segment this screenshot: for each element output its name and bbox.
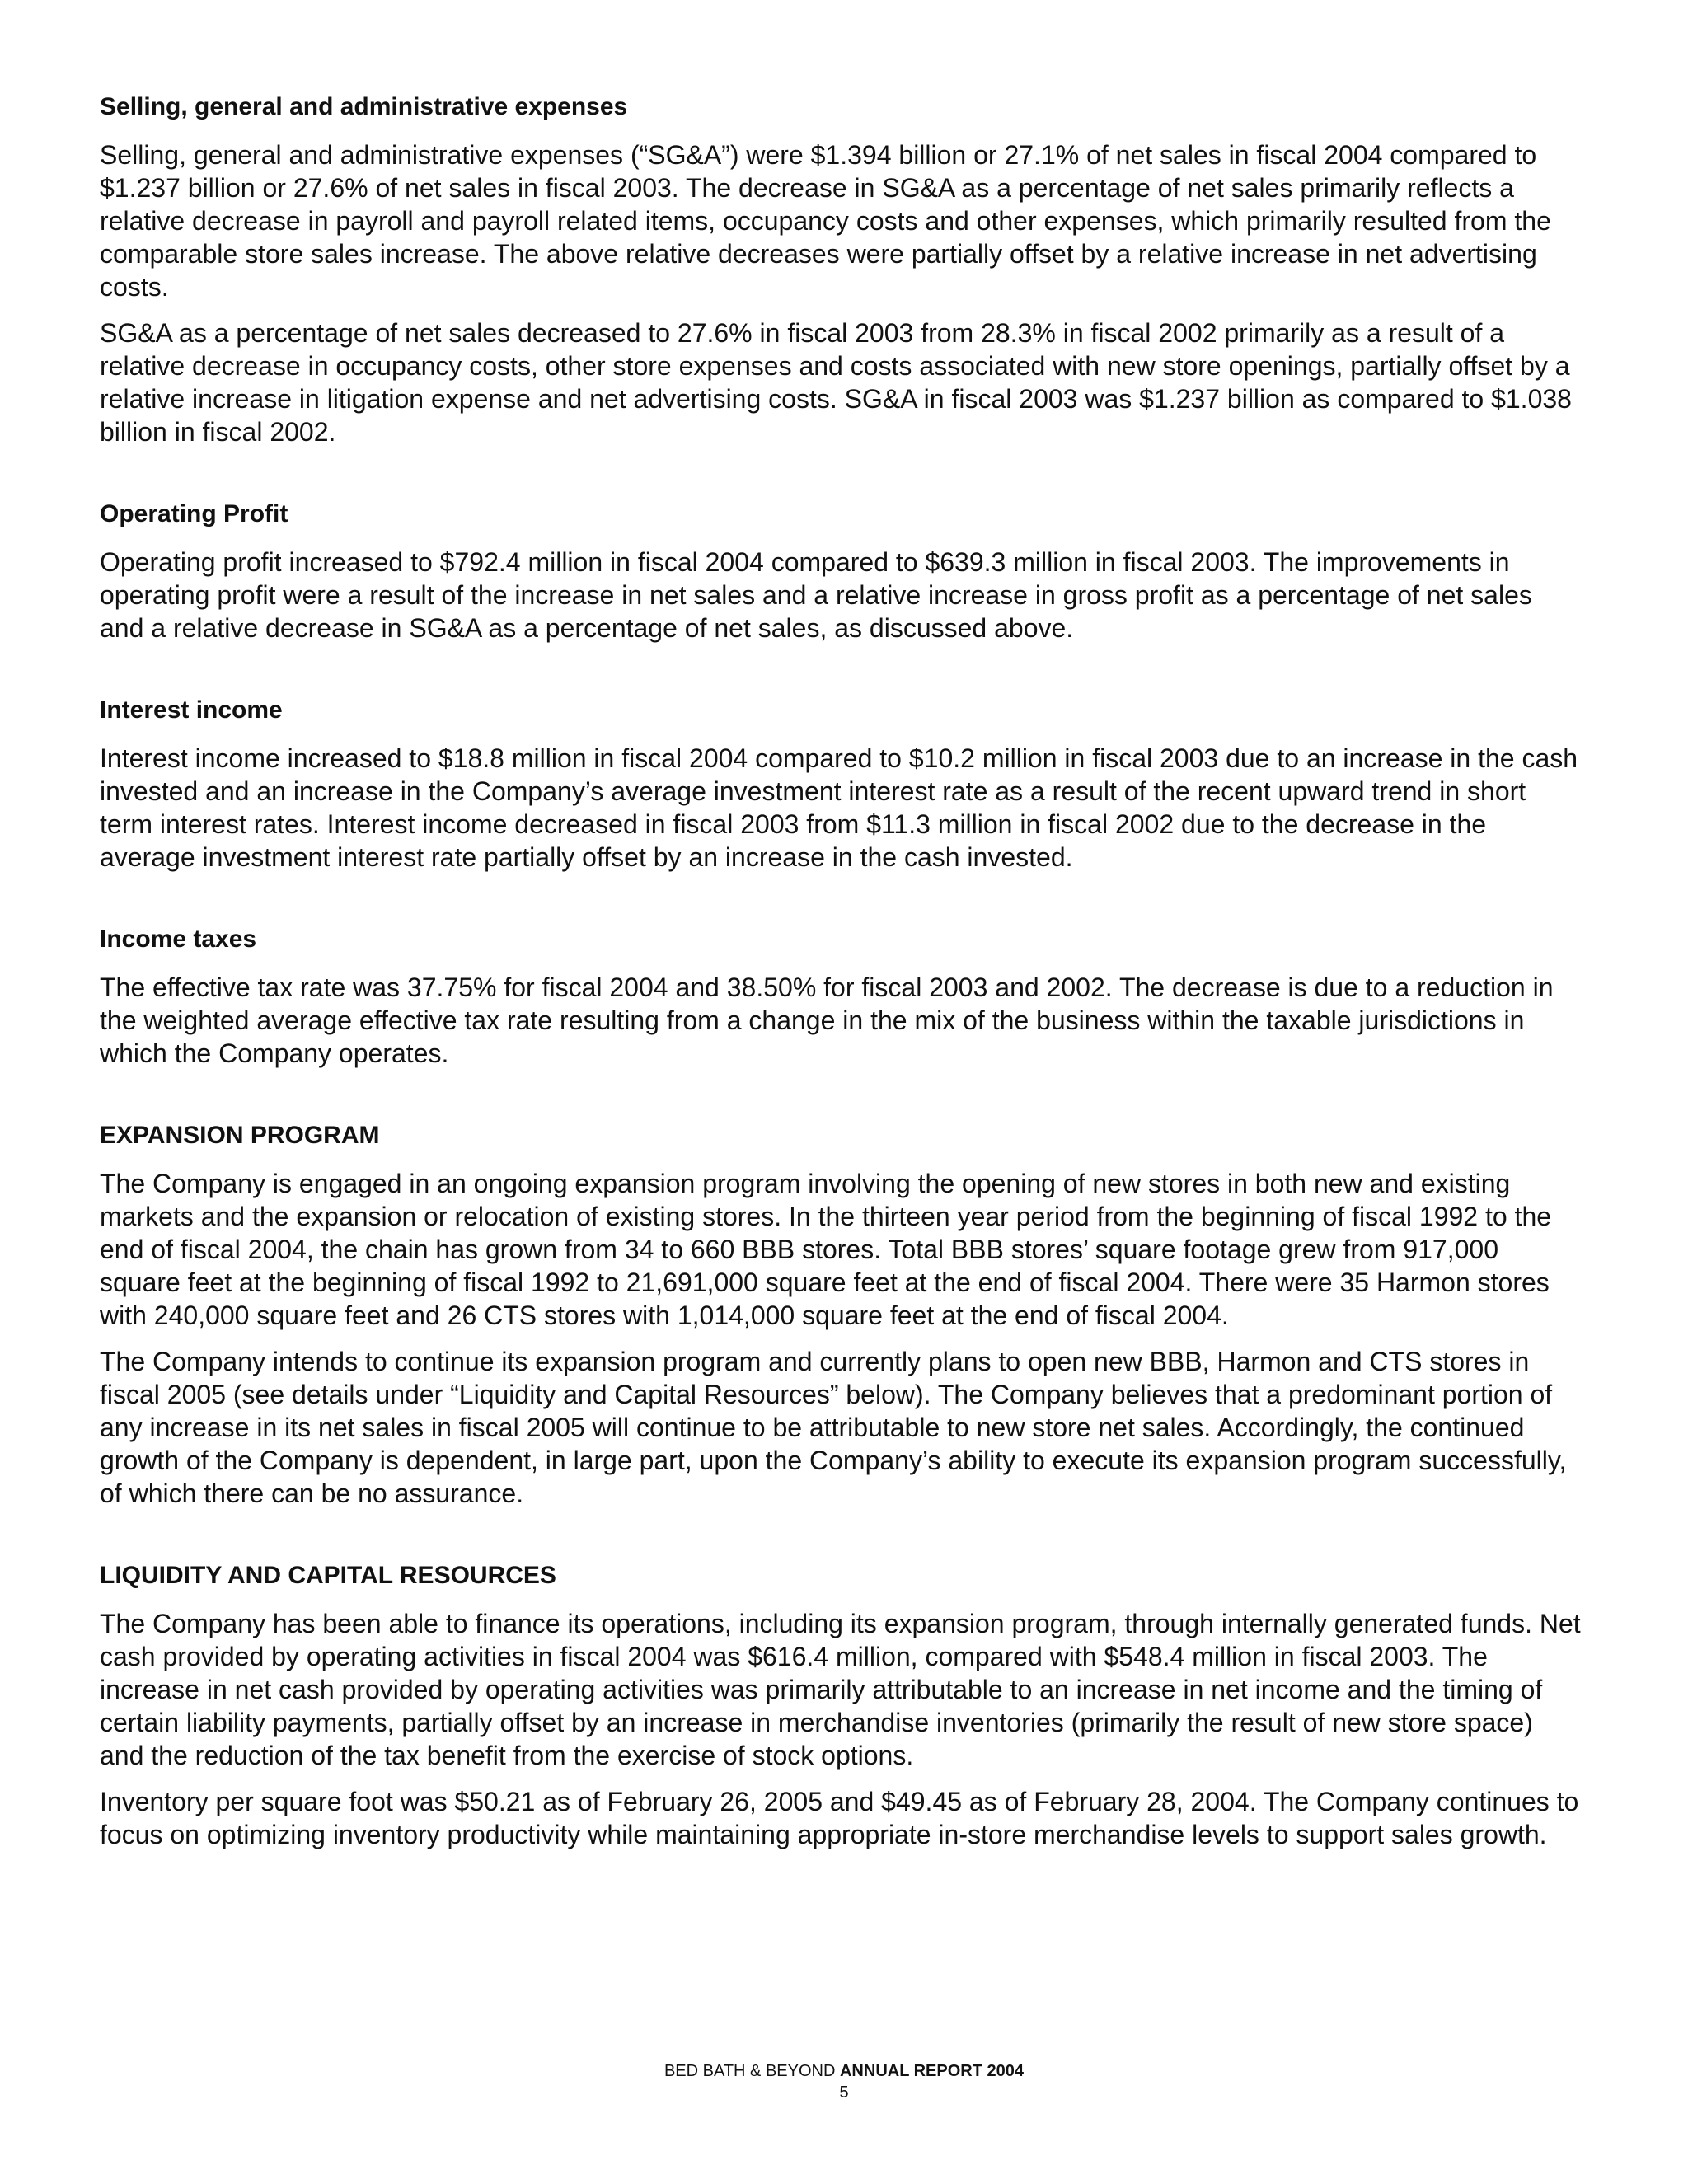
section-heading: Operating Profit [100,500,288,527]
section-interest-income [100,694,1583,874]
paragraph: Interest income increased to $18.8 million in fiscal 2004 compared to $10.2 million in fiscal 2003 due to an increase in the cash invested and an increase in the Company’s average investment interest rate as a result of the recent upward trend in short term interest rates. Interest income decreased in fiscal 2003 from $11.3 million in fiscal 2002 due to the decrease in the average investment interest rate partially offset by an increase in the cash invested. [100,743,1578,872]
section-heading: Selling, general and administrative expenses [100,93,628,120]
section-heading: Interest income [100,696,283,724]
footer-brand: BED BATH & BEYOND [663,2062,836,2080]
section-income-taxes [100,923,1583,1070]
section-heading: EXPANSION PROGRAM [100,1122,380,1149]
paragraph: Inventory per square foot was $50.21 as of February 26, 2005 and $49.45 as of February 28, 2004. The Company continues to focus on optimizing inventory productivity while maintaining appropriate in-store merchandise levels to support sales growth. [100,1787,1579,1849]
section-expansion-program [100,1119,1583,1510]
paragraph: The Company intends to continue its expansion program and currently plans to open new BBB, Harmon and CTS stores in fiscal 2005 (see details under “Liquidity and Capital Resources” below). The Company believes that a predominant portion of any increase in its net sales in fiscal 2005 will continue to be attributable to new store net sales. Accordingly, the continued growth of the Company is dependent, in large part, upon the Company’s ability to execute its expansion program successfully, of which there can be no assurance. [100,1347,1567,1508]
page-content [100,91,1583,1864]
paragraph: The Company has been able to finance its operations, including its expansion program, through internally generated funds. Net cash provided by operating activities in fiscal 2004 was $616.4 million, compared with $548.4 million in fiscal 2003. The increase in net cash provided by operating activities was primarily attributable to an increase in net income and the timing of certain liability payments, partially offset by an increase in merchandise inventories (primarily the result of new store space) and the reduction of the tax benefit from the exercise of stock options. [100,1609,1581,1770]
paragraph: Operating profit increased to $792.4 million in fiscal 2004 compared to $639.3 million in fiscal 2003. The improvements in operating profit were a result of the increase in net sales and a relative increase in gross profit as a percentage of net sales and a relative decrease in SG&A as a percentage of net sales, as discussed above. [100,547,1532,643]
section-liquidity [100,1559,1583,1851]
page-footer [0,2060,1688,2103]
section-heading: Income taxes [100,926,257,953]
paragraph: The Company is engaged in an ongoing expansion program involving the opening of new stores in both new and existing markets and the expansion or relocation of existing stores. In the thirteen year period from the beginning of fiscal 1992 to the end of fiscal 2004, the chain has grown from 34 to 660 BBB stores. Total BBB stores’ square footage grew from 917,000 square feet at the beginning of fiscal 1992 to 21,691,000 square feet at the end of fiscal 2004. There were 35 Harmon stores with 240,000 square feet and 26 CTS stores with 1,014,000 square feet at the end of fiscal 2004. [100,1169,1552,1330]
paragraph: SG&A as a percentage of net sales decreased to 27.6% in fiscal 2003 from 28.3% in fiscal 2002 primarily as a result of a relative decrease in occupancy costs, other store expenses and costs associated with new store openings, partially offset by a relative increase in litigation expense and net advertising costs. SG&A in fiscal 2003 was $1.237 billion as compared to $1.038 billion in fiscal 2002. [100,318,1572,447]
section-heading: LIQUIDITY AND CAPITAL RESOURCES [100,1562,556,1589]
footer-title [0,2060,1688,2082]
footer-report-title: ANNUAL REPORT 2004 [839,2062,1025,2080]
section-sga [100,91,1583,448]
page-number: 5 [839,2083,849,2102]
paragraph: Selling, general and administrative expenses (“SG&A”) were $1.394 billion or 27.1% of net sales in fiscal 2004 compared to $1.237 billion or 27.6% of net sales in fiscal 2003. The decrease in SG&A as a percentage of net sales primarily reflects a relative decrease in payroll and payroll related items, occupancy costs and other expenses, which primarily resulted from the comparable store sales increase. The above relative decreases were partially offset by a relative increase in net advertising costs. [100,140,1551,302]
paragraph: The effective tax rate was 37.75% for fiscal 2004 and 38.50% for fiscal 2003 and 2002. The decrease is due to a reduction in the weighted average effective tax rate resulting from a change in the mix of the business within the taxable jurisdictions in which the Company operates. [100,972,1554,1068]
section-operating-profit [100,498,1583,644]
